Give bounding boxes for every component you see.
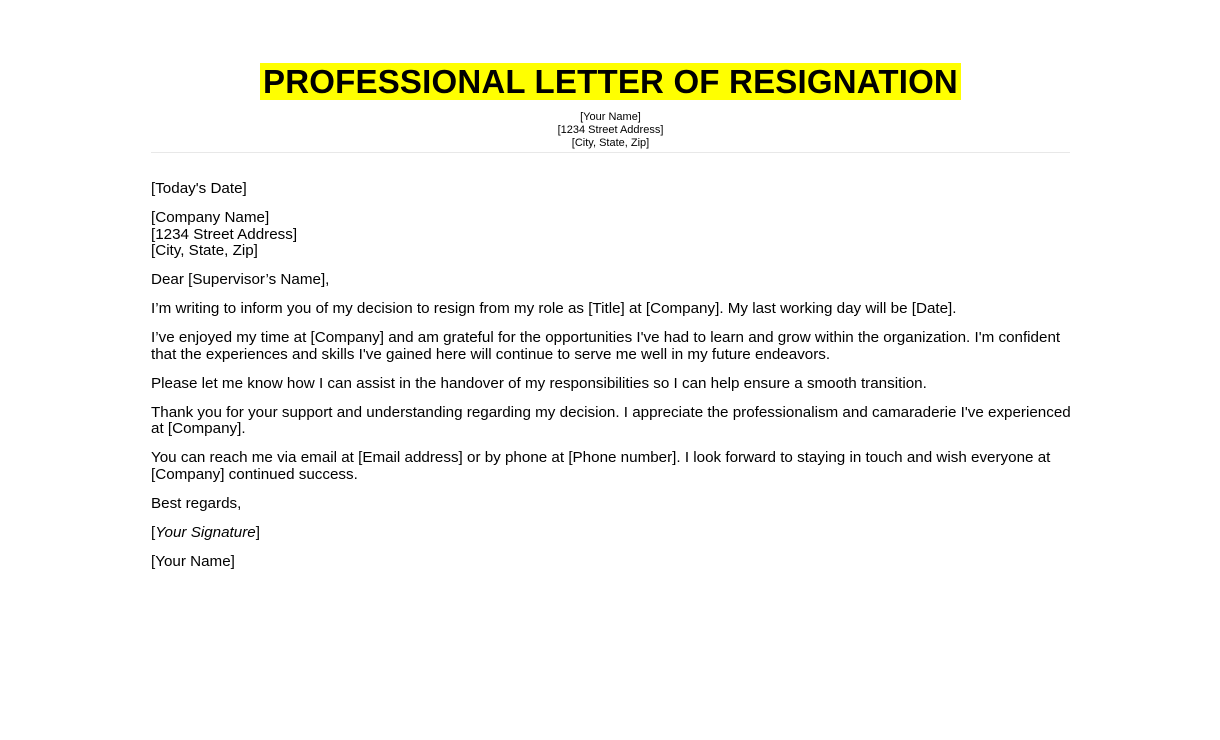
recipient-street: [1234 Street Address]: [151, 225, 298, 243]
sender-street: [1234 Street Address]: [557, 124, 664, 136]
body-paragraph-4: Thank you for your support and understanding regarding my decision. I appreciate the professionalism and camaraderie I've experienced at [Company].: [151, 403, 1071, 437]
body-paragraph-1: I’m writing to inform you of my decision to resign from my role as [Title] at [Company]. My last working day will be [Date].: [151, 300, 957, 317]
body-paragraph-3: Please let me know how I can assist in the handover of my responsibilities so I can help ensure a smooth transition.: [151, 374, 927, 392]
recipient-city-state-zip: [City, State, Zip]: [151, 242, 258, 259]
signature-placeholder: [151, 525, 1072, 542]
body-paragraph-5: You can reach me via email at [Email address] or by phone at [Phone number]. I look forward to staying in touch and wish everyone at [Company] continued success.: [151, 449, 1051, 483]
sender-name: [Your Name]: [580, 111, 641, 123]
signature-close-bracket: ]: [255, 523, 260, 541]
header-divider: [151, 152, 1070, 153]
sender-city-state-zip: [City, State, Zip]: [571, 137, 650, 149]
date-block: [151, 181, 1072, 198]
signature-label: Your Signature: [155, 523, 256, 541]
recipient-address-block: [151, 210, 1072, 260]
page-title: PROFESSIONAL LETTER OF RESIGNATION: [260, 63, 961, 100]
closing: Best regards,: [151, 494, 242, 512]
body-paragraph-2: I’ve enjoyed my time at [Company] and am grateful for the opportunities I've had to learn and grow within the organization. I'm confident that the experiences and skills I've gained here will continue to serve me well in my future endeavors.: [151, 329, 1061, 363]
letter-date: [Today's Date]: [151, 180, 247, 197]
letter-body: [151, 181, 1072, 583]
signer-name: [Your Name]: [151, 552, 235, 570]
salutation: Dear [Supervisor’s Name],: [151, 271, 330, 288]
signature-open-bracket: [: [151, 523, 156, 541]
letterhead: [151, 62, 1070, 150]
recipient-company: [Company Name]: [151, 209, 270, 226]
document-title-container: [151, 62, 1070, 102]
sender-address-block: [151, 111, 1070, 150]
